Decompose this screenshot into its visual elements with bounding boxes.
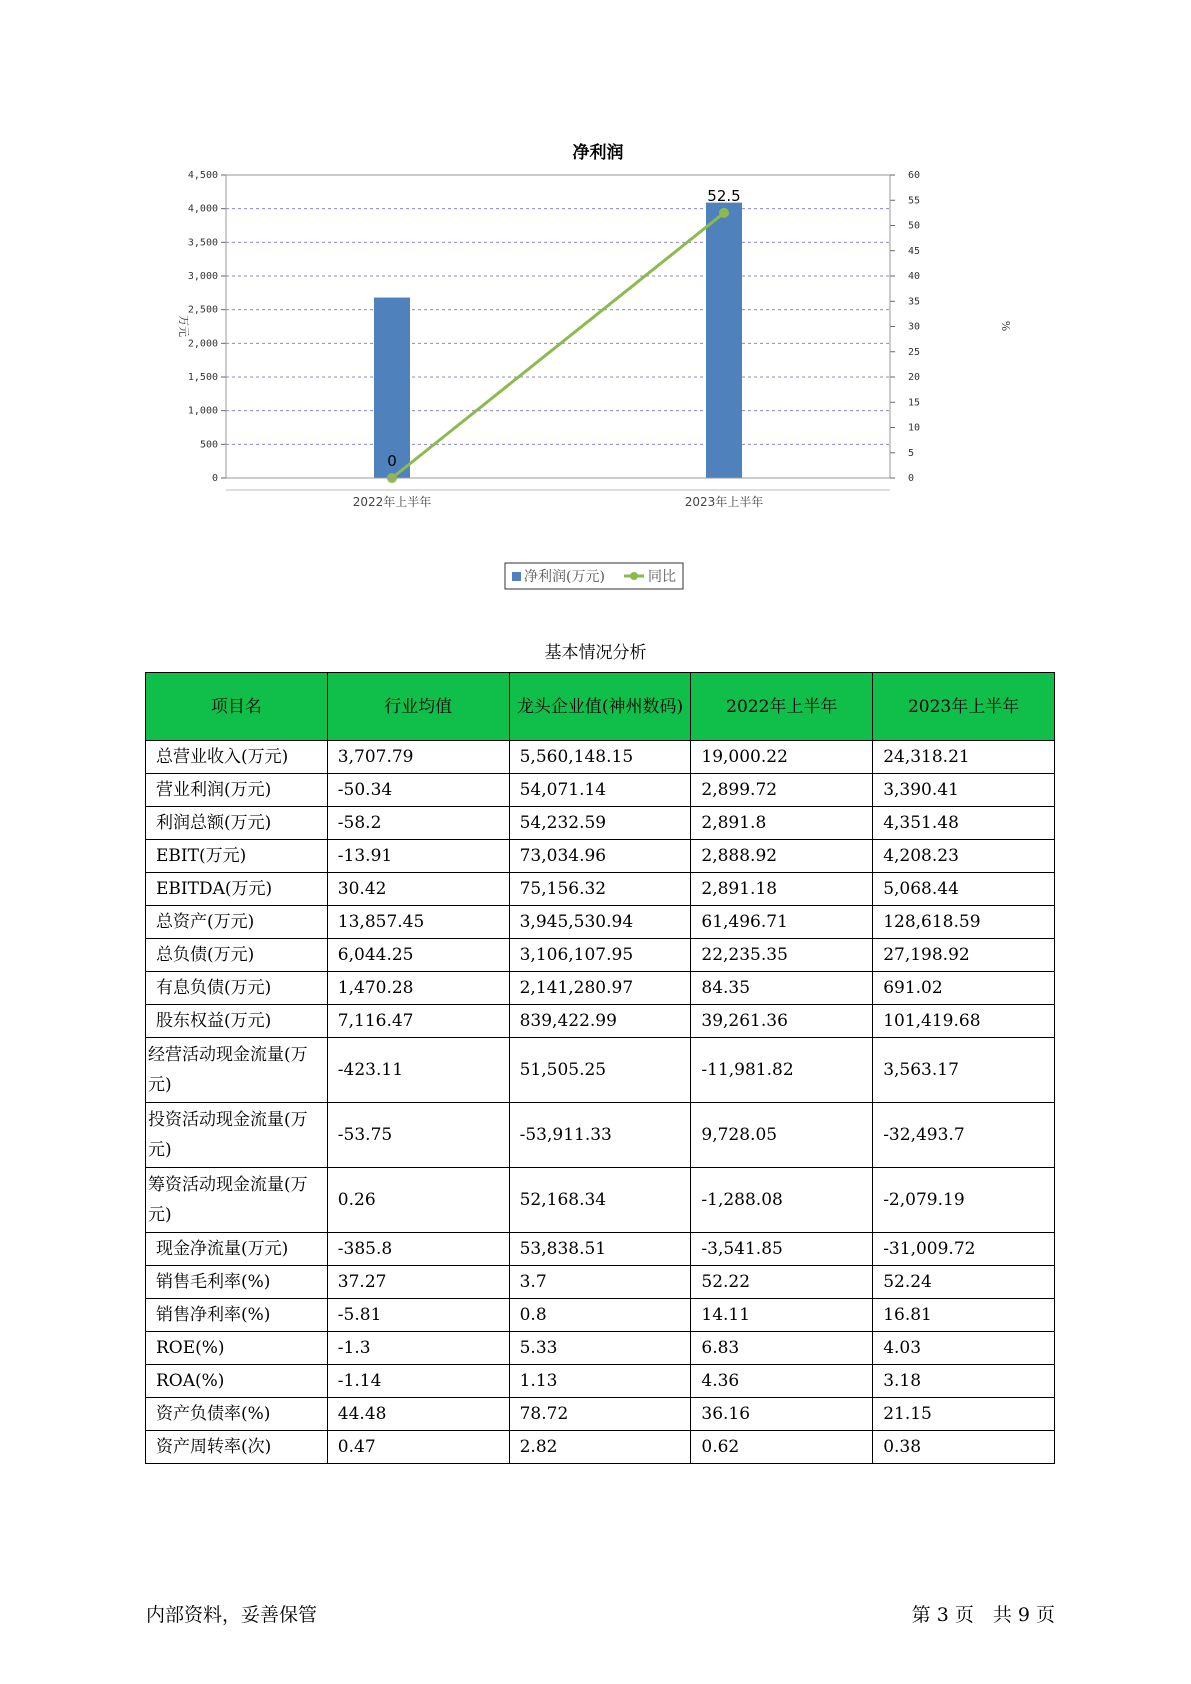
value-cell: 691.02 (873, 972, 1055, 1005)
value-cell: -1.14 (327, 1365, 509, 1398)
table-row (146, 873, 1055, 906)
value-cell: 839,422.99 (509, 1005, 691, 1038)
table-row (146, 1168, 1055, 1233)
value-cell: 73,034.96 (509, 840, 691, 873)
y-right-tick-label: 0 (908, 473, 915, 484)
value-cell: 51,505.25 (509, 1038, 691, 1103)
value-cell: 21.15 (873, 1398, 1055, 1431)
row-label-cell: 现金净流量(万元) (146, 1233, 328, 1266)
value-cell: -31,009.72 (873, 1233, 1055, 1266)
value-cell: 3,707.79 (327, 741, 509, 774)
header-2022h1: 2022年上半年 (691, 673, 873, 741)
value-cell: 3,390.41 (873, 774, 1055, 807)
y-right-tick-label: 35 (908, 296, 921, 308)
table-row (146, 1266, 1055, 1299)
value-cell: 54,071.14 (509, 774, 691, 807)
legend-line-marker (630, 572, 638, 580)
y-left-tick-label: 3,500 (187, 237, 218, 249)
row-label-cell: 销售毛利率(%) (146, 1266, 328, 1299)
row-label-cell: 利润总额(万元) (146, 807, 328, 840)
table-body (146, 741, 1055, 1464)
value-cell: 37.27 (327, 1266, 509, 1299)
table-row (146, 1233, 1055, 1266)
value-cell: 16.81 (873, 1299, 1055, 1332)
value-cell: 53,838.51 (509, 1233, 691, 1266)
header-item-name: 项目名 (146, 673, 328, 741)
y-right-tick-label: 20 (908, 372, 921, 383)
chart-gridlines (226, 175, 890, 444)
table-header-row (146, 673, 1055, 741)
row-label-cell: 经营活动现金流量(万元) (146, 1038, 328, 1103)
table-row (146, 972, 1055, 1005)
row-label-cell: 总资产(万元) (146, 906, 328, 939)
value-cell: 3.18 (873, 1365, 1055, 1398)
chart-legend (505, 563, 683, 589)
footer-confidential-note: 内部资料，妥善保管 (146, 1604, 318, 1626)
y-right-tick-label: 45 (908, 245, 921, 257)
value-cell: -1.3 (327, 1332, 509, 1365)
row-label-cell: EBIT(万元) (146, 840, 328, 873)
value-cell: 0.38 (873, 1431, 1055, 1464)
net-profit-bar (374, 298, 410, 478)
table-row (146, 1299, 1055, 1332)
header-leader-value: 龙头企业值(神州数码) (509, 673, 691, 741)
row-label-cell: 销售净利率(%) (146, 1299, 328, 1332)
row-label-cell: ROA(%) (146, 1365, 328, 1398)
row-label-cell: 营业利润(万元) (146, 774, 328, 807)
row-label-cell: 资产周转率(次) (146, 1431, 328, 1464)
table-row (146, 906, 1055, 939)
yoy-line (392, 213, 724, 478)
yoy-data-label: 52.5 (707, 186, 741, 205)
value-cell: 9,728.05 (691, 1103, 873, 1168)
value-cell: 2,888.92 (691, 840, 873, 873)
row-label-cell: 股东权益(万元) (146, 1005, 328, 1038)
value-cell: 0.62 (691, 1431, 873, 1464)
table-title: 基本情况分析 (544, 643, 647, 663)
value-cell: -50.34 (327, 774, 509, 807)
value-cell: 0.47 (327, 1431, 509, 1464)
y-left-tick-label: 2,500 (187, 304, 218, 316)
value-cell: 2.82 (509, 1431, 691, 1464)
table-row (146, 774, 1055, 807)
value-cell: 39,261.36 (691, 1005, 873, 1038)
net-profit-bar (706, 203, 742, 478)
value-cell: 22,235.35 (691, 939, 873, 972)
value-cell: 52.22 (691, 1266, 873, 1299)
header-2023h1: 2023年上半年 (873, 673, 1055, 741)
yoy-data-label: 0 (387, 452, 397, 470)
y-left-tick-label: 1,000 (187, 405, 218, 417)
value-cell: 5,560,148.15 (509, 741, 691, 774)
value-cell: 6,044.25 (327, 939, 509, 972)
table-row (146, 1398, 1055, 1431)
y-left-tick-label: 4,000 (187, 203, 218, 215)
header-industry-avg: 行业均值 (327, 673, 509, 741)
chart-title: 净利润 (572, 143, 624, 163)
value-cell: 19,000.22 (691, 741, 873, 774)
row-label-cell: 有息负债(万元) (146, 972, 328, 1005)
y-right-tick-label: 60 (908, 170, 921, 181)
value-cell: 0.8 (509, 1299, 691, 1332)
value-cell: 44.48 (327, 1398, 509, 1431)
value-cell: -58.2 (327, 807, 509, 840)
value-cell: 2,141,280.97 (509, 972, 691, 1005)
value-cell: -1,288.08 (691, 1168, 873, 1233)
value-cell: 1,470.28 (327, 972, 509, 1005)
row-label-cell: 资产负债率(%) (146, 1398, 328, 1431)
value-cell: 84.35 (691, 972, 873, 1005)
value-cell: -53,911.33 (509, 1103, 691, 1168)
value-cell: 3.7 (509, 1266, 691, 1299)
table-row (146, 1005, 1055, 1038)
value-cell: 7,116.47 (327, 1005, 509, 1038)
value-cell: 0.26 (327, 1168, 509, 1233)
table-row (146, 1431, 1055, 1464)
table-row (146, 1103, 1055, 1168)
basic-analysis-table (145, 672, 1055, 1464)
value-cell: -2,079.19 (873, 1168, 1055, 1233)
value-cell: -3,541.85 (691, 1233, 873, 1266)
value-cell: 4.03 (873, 1332, 1055, 1365)
line-series (387, 187, 741, 483)
value-cell: 54,232.59 (509, 807, 691, 840)
value-cell: 3,563.17 (873, 1038, 1055, 1103)
net-profit-chart (160, 130, 1020, 600)
table-row (146, 1365, 1055, 1398)
table-row (146, 741, 1055, 774)
y-right-tick-label: 15 (908, 397, 921, 409)
y-right-tick-label: 25 (908, 346, 921, 358)
value-cell: -13.91 (327, 840, 509, 873)
legend-line-label: 同比 (648, 569, 676, 585)
y-left-tick-label: 0 (211, 473, 218, 484)
value-cell: -11,981.82 (691, 1038, 873, 1103)
y-right-axis-title: % (999, 320, 1012, 332)
table-row (146, 939, 1055, 972)
row-label-cell: 筹资活动现金流量(万元) (146, 1168, 328, 1233)
row-label-cell: ROE(%) (146, 1332, 328, 1365)
value-cell: 5.33 (509, 1332, 691, 1365)
y-left-tick-label: 500 (199, 439, 218, 451)
value-cell: 5,068.44 (873, 873, 1055, 906)
value-cell: 52.24 (873, 1266, 1055, 1299)
value-cell: -53.75 (327, 1103, 509, 1168)
row-label-cell: 总营业收入(万元) (146, 741, 328, 774)
value-cell: -32,493.7 (873, 1103, 1055, 1168)
value-cell: 3,106,107.95 (509, 939, 691, 972)
value-cell: 2,899.72 (691, 774, 873, 807)
y-right-tick-label: 55 (908, 195, 921, 207)
y-left-tick-label: 1,500 (187, 372, 218, 383)
value-cell: 52,168.34 (509, 1168, 691, 1233)
chart-axes (188, 170, 920, 509)
table-row (146, 1038, 1055, 1103)
value-cell: 4,208.23 (873, 840, 1055, 873)
value-cell: 1.13 (509, 1365, 691, 1398)
value-cell: 27,198.92 (873, 939, 1055, 972)
y-left-axis-title: 万元 (177, 315, 190, 337)
legend-bar-swatch (512, 572, 521, 581)
row-label-cell: EBITDA(万元) (146, 873, 328, 906)
value-cell: 30.42 (327, 873, 509, 906)
yoy-point (719, 208, 729, 218)
y-right-tick-label: 50 (908, 220, 921, 232)
x-category-label: 2022年上半年 (352, 495, 432, 509)
value-cell: -385.8 (327, 1233, 509, 1266)
value-cell: 61,496.71 (691, 906, 873, 939)
value-cell: 75,156.32 (509, 873, 691, 906)
y-right-tick-label: 40 (908, 271, 921, 282)
y-left-tick-label: 2,000 (187, 338, 218, 350)
legend-bar-label: 净利润(万元) (524, 569, 605, 585)
chart-canvas (160, 130, 1020, 600)
table-row (146, 1332, 1055, 1365)
value-cell: 4,351.48 (873, 807, 1055, 840)
value-cell: -423.11 (327, 1038, 509, 1103)
footer-page-number: 第 3 页 共 9 页 (911, 1604, 1055, 1626)
y-right-tick-label: 5 (908, 447, 915, 459)
y-left-tick-label: 4,500 (187, 170, 218, 181)
y-left-tick-label: 3,000 (187, 271, 218, 282)
value-cell: 4.36 (691, 1365, 873, 1398)
value-cell: 14.11 (691, 1299, 873, 1332)
value-cell: 3,945,530.94 (509, 906, 691, 939)
row-label-cell: 投资活动现金流量(万元) (146, 1103, 328, 1168)
table-row (146, 807, 1055, 840)
value-cell: 36.16 (691, 1398, 873, 1431)
value-cell: 2,891.8 (691, 807, 873, 840)
x-category-label: 2023年上半年 (684, 495, 764, 509)
row-label-cell: 总负债(万元) (146, 939, 328, 972)
table-row (146, 840, 1055, 873)
value-cell: 13,857.45 (327, 906, 509, 939)
y-right-tick-label: 30 (908, 321, 921, 333)
value-cell: -5.81 (327, 1299, 509, 1332)
value-cell: 6.83 (691, 1332, 873, 1365)
value-cell: 101,419.68 (873, 1005, 1055, 1038)
y-right-tick-label: 10 (908, 422, 921, 434)
value-cell: 78.72 (509, 1398, 691, 1431)
value-cell: 24,318.21 (873, 741, 1055, 774)
value-cell: 2,891.18 (691, 873, 873, 906)
value-cell: 128,618.59 (873, 906, 1055, 939)
